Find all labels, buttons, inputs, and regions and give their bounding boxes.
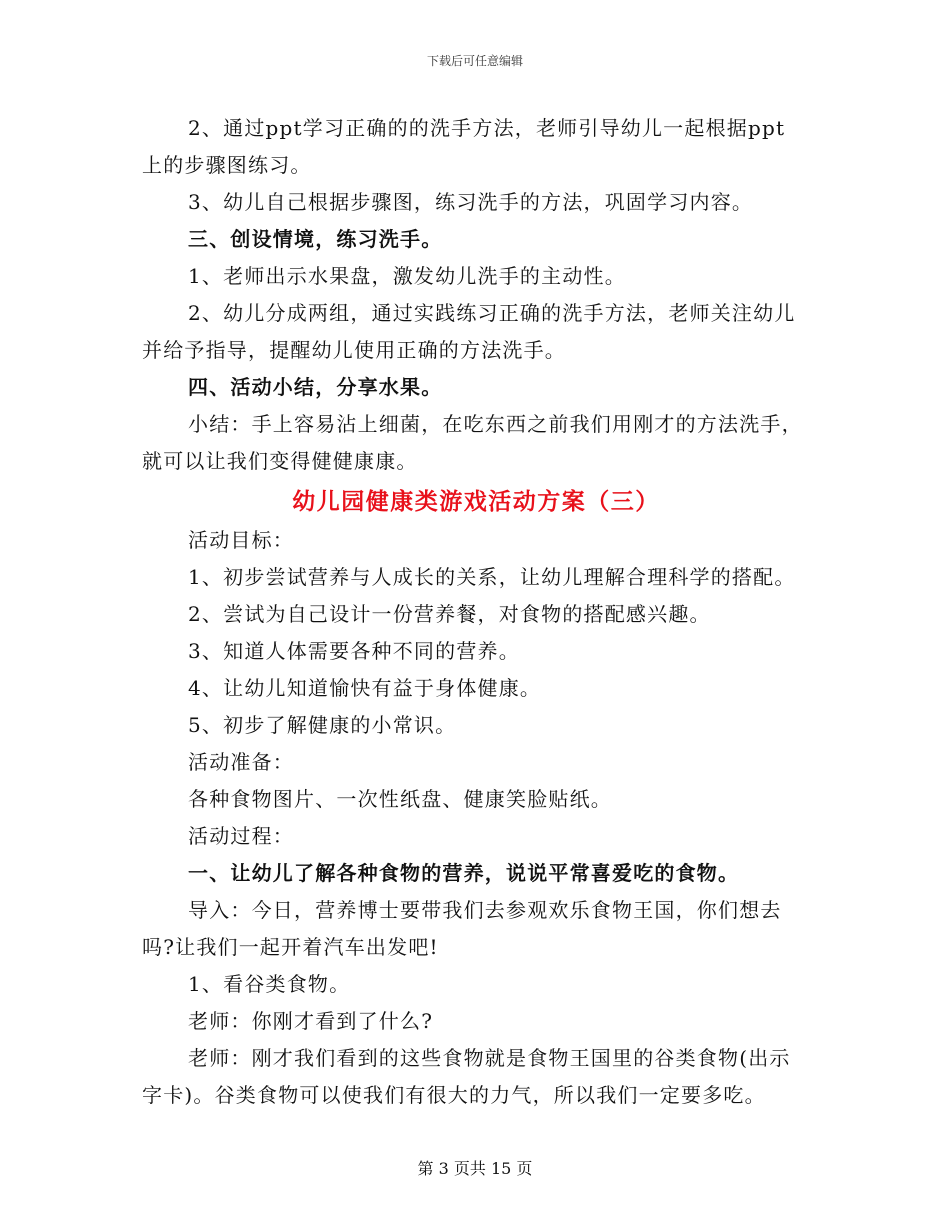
paragraph-line: 就可以让我们变得健健康康。 bbox=[142, 449, 418, 473]
paragraph-line: 2、幼儿分成两组，通过实践练习正确的洗手方法，老师关注幼儿 bbox=[188, 301, 796, 325]
section-title: 幼儿园健康类游戏活动方案（三） bbox=[292, 488, 660, 515]
paragraph-line: 3、幼儿自己根据步骤图，练习洗手的方法，巩固学习内容。 bbox=[188, 190, 754, 214]
document-body bbox=[142, 110, 810, 1114]
paragraph-line: 并给予指导，提醒幼儿使用正确的方法洗手。 bbox=[142, 338, 566, 362]
section-part-two bbox=[142, 522, 810, 1114]
paragraph-line: 各种食物图片、一次性纸盘、健康笑脸贴纸。 bbox=[188, 787, 612, 811]
paragraph-line: 小结：手上容易沾上细菌，在吃东西之前我们用刚才的方法洗手， bbox=[188, 412, 803, 436]
section-heading: 四、活动小结，分享水果。 bbox=[188, 375, 443, 399]
paragraph-line: 3、知道人体需要各种不同的营养。 bbox=[188, 639, 520, 663]
paragraph-line: 老师：你刚才看到了什么? bbox=[188, 1009, 434, 1033]
section-heading: 一、让幼儿了解各种食物的营养，说说平常喜爱吃的食物。 bbox=[188, 861, 740, 885]
paragraph-line: 活动过程： bbox=[188, 824, 294, 848]
paragraph-line: 1、初步尝试营养与人成长的关系，让幼儿理解合理科学的搭配。 bbox=[188, 565, 796, 589]
paragraph-line: 活动准备： bbox=[188, 750, 294, 774]
paragraph-line: 吗?让我们一起开着汽车出发吧! bbox=[142, 935, 439, 959]
paragraph-line: 2、通过ppt学习正确的的洗手方法，老师引导幼儿一起根据ppt bbox=[188, 116, 786, 140]
paragraph-line: 1、老师出示水果盘，激发幼儿洗手的主动性。 bbox=[188, 264, 626, 288]
paragraph-line: 1、看谷类食物。 bbox=[188, 972, 351, 996]
page-footer: 第 3 页共 15 页 bbox=[417, 1159, 533, 1178]
section-part-one bbox=[142, 110, 810, 480]
paragraph-line: 导入：今日，营养博士要带我们去参观欢乐食物王国，你们想去 bbox=[188, 898, 782, 922]
section-heading: 三、创设情境，练习洗手。 bbox=[188, 227, 443, 251]
paragraph-line: 2、尝试为自己设计一份营养餐，对食物的搭配感兴趣。 bbox=[188, 602, 711, 626]
paragraph-line: 老师：刚才我们看到的这些食物就是食物王国里的谷类食物(出示 bbox=[188, 1046, 791, 1070]
page-header: 下载后可任意编辑 bbox=[426, 54, 523, 68]
paragraph-line: 上的步骤图练习。 bbox=[142, 153, 312, 177]
paragraph-line: 4、让幼儿知道愉快有益于身体健康。 bbox=[188, 676, 542, 700]
paragraph-line: 字卡)。谷类食物可以使我们有很大的力气，所以我们一定要多吃。 bbox=[142, 1083, 766, 1107]
paragraph-line: 5、初步了解健康的小常识。 bbox=[188, 713, 457, 737]
paragraph-line: 活动目标： bbox=[188, 528, 294, 552]
